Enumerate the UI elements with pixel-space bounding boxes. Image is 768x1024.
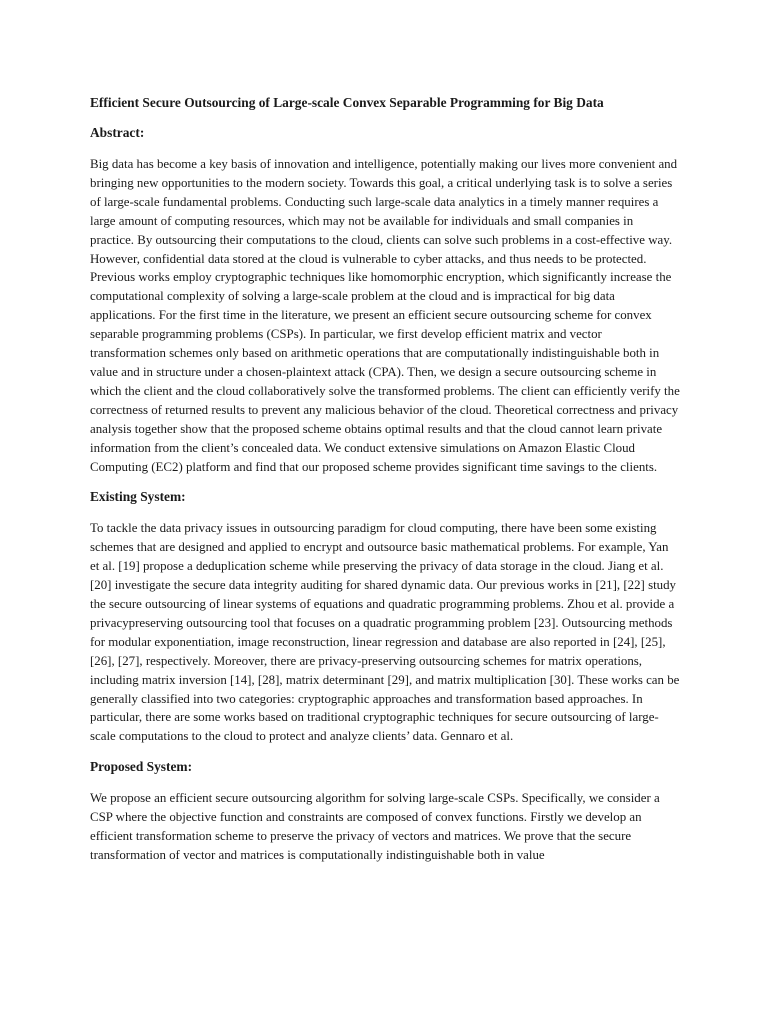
proposed-system-heading: Proposed System: xyxy=(90,759,193,775)
abstract-paragraph: Big data has become a key basis of innovation and intelligence, potentially making our lives more convenient and bringing new opportunities to the modern society. Towards this goal, a critical underlying task is to solve a series of large-scale fundamental problems. Conducting such large-scale data analytics in a timely manner requires a large amount of computing resources, which may not be available for individuals and small companies in practice. By outsourcing their computations to the cloud, clients can solve such problems in a cost-effective way. However, confidential data stored at the cloud is vulnerable to cyber attacks, and thus needs to be protected. Previous works employ cryptographic techniques like homomorphic encryption, which significantly increase the computational complexity of solving a large-scale problem at the cloud and is impractical for big data applications. For the first time in the literature, we present an efficient secure outsourcing scheme for convex separable programming problems (CSPs). In particular, we first develop efficient matrix and vector transformation schemes only based on arithmetic operations that are computationally indistinguishable both in value and in structure under a chosen-plaintext attack (CPA). Then, we design a secure outsourcing scheme in which the client and the cloud collaboratively solve the transformed problems. The client can efficiently verify the correctness of returned results to prevent any malicious behavior of the cloud. Theoretical correctness and privacy analysis together show that the proposed scheme obtains optimal results and that the cloud cannot learn private information from the client’s concealed data. We conduct extensive simulations on Amazon Elastic Cloud Computing (EC2) platform and find that our proposed scheme provides significant time savings to the clients. xyxy=(90,157,680,474)
document-title: Efficient Secure Outsourcing of Large-scale Convex Separable Programming for Big Data xyxy=(90,95,604,110)
existing-system-heading: Existing System: xyxy=(90,489,186,505)
proposed-system-paragraph: We propose an efficient secure outsourcing algorithm for solving large-scale CSPs. Specifically, we consider a CSP where the objective function and constraints are composed of convex functions. Firstly we develop an efficient transformation scheme to preserve the privacy of vectors and matrices. We prove that the secure transformation of vector and matrices is computationally indistinguishable both in value xyxy=(90,791,660,862)
abstract-heading: Abstract: xyxy=(90,125,145,140)
existing-system-paragraph: To tackle the data privacy issues in outsourcing paradigm for cloud computing, there have been some existing schemes that are designed and applied to encrypt and outsource basic mathematical problems. For example, Yan et al. [19] propose a deduplication scheme while preserving the privacy of data storage in the cloud. Jiang et al. [20] investigate the secure data integrity auditing for shared dynamic data. Our previous works in [21], [22] study the secure outsourcing of linear systems of equations and quadratic programming problems. Zhou et al. provide a privacypreserving outsourcing tool that focuses on a quadratic programming problem [23]. Outsourcing methods for modular exponentiation, image reconstruction, linear regression and database are also reported in [24], [25], [26], [27], respectively. Moreover, there are privacy-preserving outsourcing schemes for matrix operations, including matrix inversion [14], [28], matrix determinant [29], and matrix multiplication [30]. These works can be generally classified into two categories: cryptographic approaches and transformation based approaches. In particular, there are some works based on traditional cryptographic techniques for secure outsourcing of large-scale computations to the cloud to protect and analyze clients’ data. Gennaro et al. xyxy=(90,521,680,744)
